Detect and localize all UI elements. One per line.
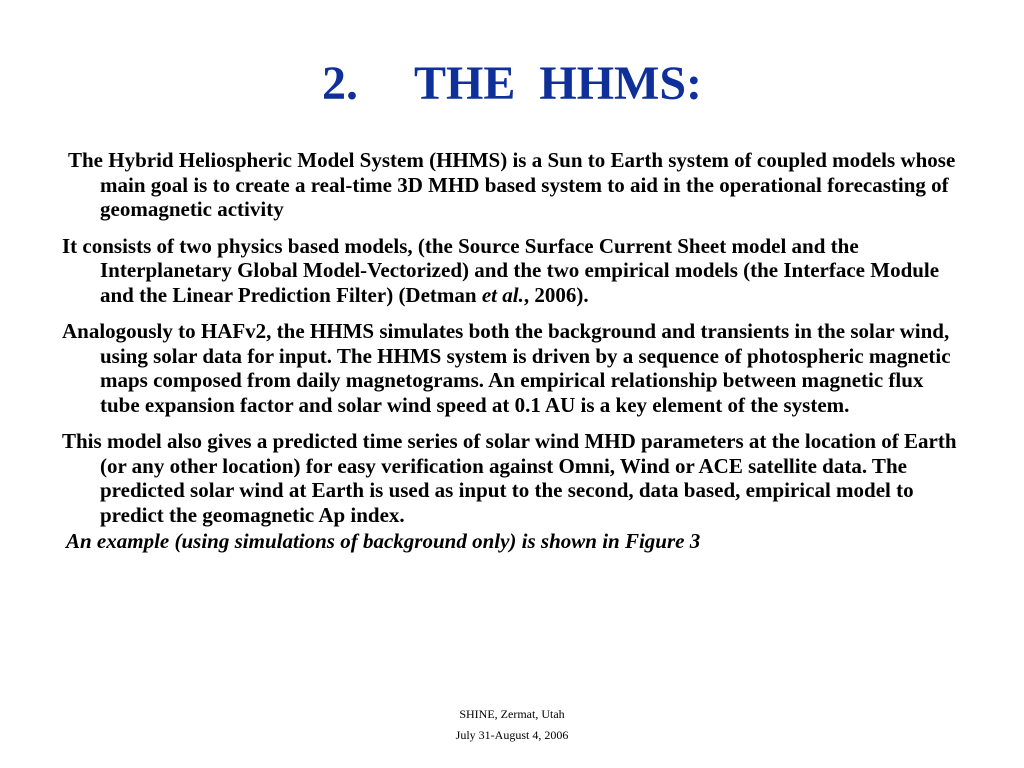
paragraph-model-components-text: It consists of two physics based models, (the Source Surface Current Sheet model and the Interplanetary Global Model-Vectorized) and the two empirical models (the Interface Module and the Linear Prediction Filter) (Detman: [62, 233, 940, 307]
footer-date: July 31-August 4, 2006: [455, 728, 569, 742]
title-text: THE HHMS:: [413, 57, 703, 110]
paragraph-time-series: This model also gives a predicted time series of solar wind MHD parameters at the location of Earth (or any other location) for easy verification against Omni, Wind or ACE satellite data. The predicted solar wind at Earth is used as input to the second, data based, empirical model to predict the geomagnetic Ap index.: [62, 429, 957, 527]
paragraph-hhms-definition: The Hybrid Heliospheric Model System (HHMS) is a Sun to Earth system of coupled models whose main goal is to create a real-time 3D MHD based system to aid in the operational forecasting of geomagnetic activity: [68, 148, 956, 221]
example-note: An example (using simulations of background only) is shown in Figure 3: [66, 529, 701, 553]
slide-title: [0, 56, 1024, 112]
citation-year: , 2006).: [523, 282, 589, 307]
footer-location: SHINE, Zermat, Utah: [459, 707, 565, 721]
title-number: 2.: [321, 57, 358, 110]
paragraph-hafv2-analogy: Analogously to HAFv2, the HHMS simulates both the background and transients in the solar wind, using solar data for input. The HHMS system is driven by a sequence of photospheric magnetic maps composed from daily magnetograms. An empirical relationship between magnetic flux tube expansion factor and solar wind speed at 0.1 AU is a key element of the system.: [62, 319, 951, 417]
slide-body: [62, 148, 966, 554]
paragraph-model-components: [62, 234, 966, 308]
citation-et-al: et al.: [481, 282, 524, 307]
